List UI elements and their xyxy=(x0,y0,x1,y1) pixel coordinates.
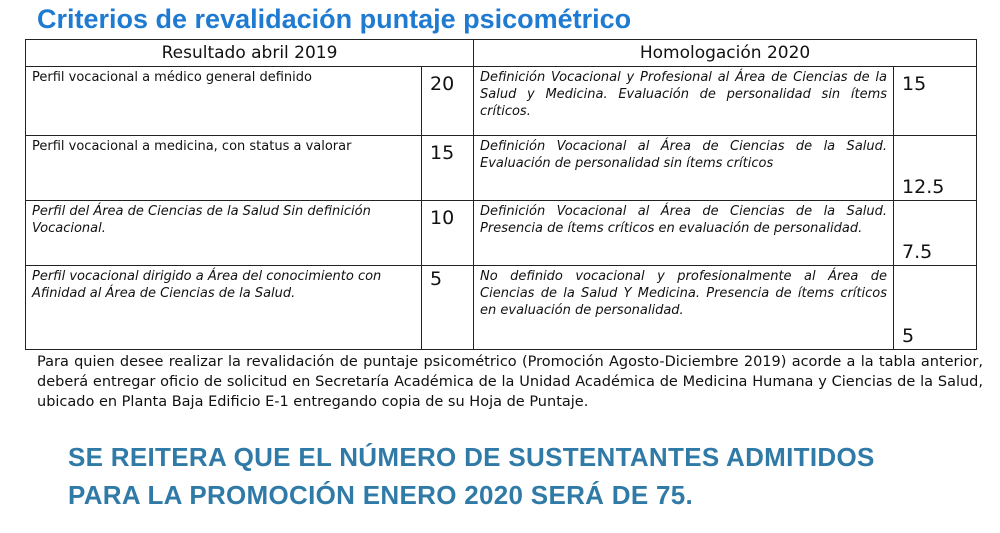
notice-line-1: SE REITERA QUE EL NÚMERO DE SUSTENTANTES ADMITIDOS xyxy=(68,442,875,472)
perfil-cell: Perfil vocacional dirigido a Área del conocimiento con Afinidad al Área de Ciencias de la Salud. xyxy=(26,266,422,350)
puntaje-cell: 5 xyxy=(422,266,474,350)
header-homologacion: Homologación 2020 xyxy=(474,40,977,67)
notice-line-2: PARA LA PROMOCIÓN ENERO 2020 SERÁ DE 75. xyxy=(68,480,694,510)
homologacion-cell: 15 xyxy=(894,67,977,136)
definicion-cell: Definición Vocacional al Área de Ciencias de la Salud. Presencia de ítems críticos en evaluación de personalidad. xyxy=(474,201,894,266)
homologacion-cell: 7.5 xyxy=(894,201,977,266)
definicion-cell: No definido vocacional y profesionalmente al Área de Ciencias de la Salud Y Medicina. Presencia de ítems críticos en evaluación de personalidad. xyxy=(474,266,894,350)
criteria-table xyxy=(25,39,977,350)
notice-block xyxy=(68,438,875,514)
homologacion-cell: 5 xyxy=(894,266,977,350)
perfil-cell: Perfil del Área de Ciencias de la Salud Sin definición Vocacional. xyxy=(26,201,422,266)
perfil-cell: Perfil vocacional a medicina, con status a valorar xyxy=(26,136,422,201)
homologacion-cell: 12.5 xyxy=(894,136,977,201)
table-header-row xyxy=(26,40,977,67)
table-row xyxy=(26,67,977,136)
instructions-paragraph: Para quien desee realizar la revalidación de puntaje psicométrico (Promoción Agosto-Diciembre 2019) acorde a la tabla anterior, deberá entregar oficio de solicitud en Secretaría Académica de la Unidad Académica de Medicina Humana y Ciencias de la Salud, ubicado en Planta Baja Edificio E-1 entregando copia de su Hoja de Puntaje. xyxy=(37,354,983,410)
table-row xyxy=(26,201,977,266)
table-row xyxy=(26,136,977,201)
header-resultado: Resultado abril 2019 xyxy=(26,40,474,67)
table-row xyxy=(26,266,977,350)
perfil-cell: Perfil vocacional a médico general definido xyxy=(26,67,422,136)
puntaje-cell: 20 xyxy=(422,67,474,136)
definicion-cell: Definición Vocacional al Área de Ciencias de la Salud. Evaluación de personalidad sin ítems críticos xyxy=(474,136,894,201)
page-title: Criterios de revalidación puntaje psicométrico xyxy=(37,4,632,34)
definicion-cell: Definición Vocacional y Profesional al Área de Ciencias de la Salud y Medicina. Evaluación de personalidad sin ítems críticos. xyxy=(474,67,894,136)
puntaje-cell: 15 xyxy=(422,136,474,201)
puntaje-cell: 10 xyxy=(422,201,474,266)
